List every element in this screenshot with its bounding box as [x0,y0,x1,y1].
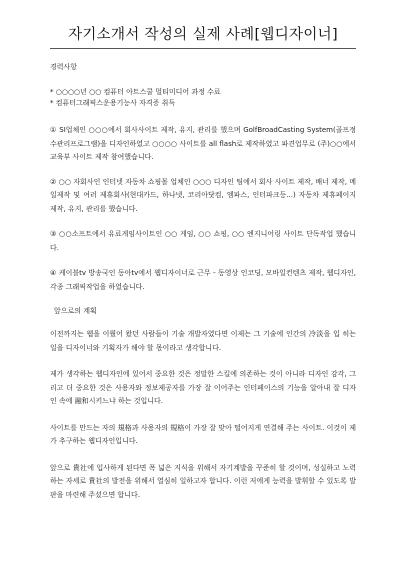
title-underline [50,48,356,49]
document-title: 자기소개서 작성의 실제 사례[웹디자이너] [68,27,338,43]
plans-paragraph: 제가 생각하는 웹디자인에 있어서 중요한 것은 정말한 스킬에 의존하는 것이 아니라 디자인 감각, 그리고 더 중요한 것은 사용자와 정보제공자를 가장 잘 이어주는 인터페이스의 기능을 알아내 잘 디자인 속에 融和시키느냐 하는 것입니다. [50,370,356,405]
education-list [50,87,356,108]
plans-section-label: 앞으로의 계획 [54,307,97,315]
experience-paragraph: ① SI업체인 ○○○에서 회사사이트 제작, 유지, 관리를 했으며 GolfBroadCasting System(골프정수관리프로그램)을 디자인하였고 ○○○○ 사이트를 all flash로 제작하였고 파견업무로 (주)○○에서 교육부 사이트 제작 참여했습니다. [50,126,356,161]
plans-paragraph: 앞으로 貴社에 입사하게 된다면 폭 넓은 지식을 위해서 자기계발을 꾸준히 할 것이며, 성실하고 노력하는 자세로 貴社의 발전을 위해서 열심히 일하고자 합니다. 이런 저에게 능력을 발휘할 수 있도록 발판을 마련해 주셨으면 합니다. [50,463,356,499]
plans-paragraph: 이전까지는 웹을 이뤘어 왔던 사람들이 기술 개발자였다면 이제는 그 기술에 인간의 冷淡을 입 히는 일을 디자이너와 기획자가 해야 할 몫이라고 생각합니다. [50,330,356,352]
experience-paragraph: ④ 케이블tv 방송국인 동아tv에서 웹디자이너로 근무 - 동영상 인코딩, 모바일컨텐츠 제작, 웹디자인, 각종 그래픽작업을 하였습니다. [50,269,356,291]
education-item: * ○○○○년 ○○ 컴퓨터 아트스쿨 멀티미디어 과정 수료 [50,88,221,96]
plans-paragraph: 사이트를 만드는 자의 規格과 사용자의 規格이 가장 잘 맞아 떨어지게 연결해 주는 사이트. 이것이 제가 추구하는 웹디자인입니다. [50,423,356,445]
experience-paragraph: ③ ○○소프트에서 유료게임사이트인 ○○ 게임, ○○ 쇼핑, ○○ 엔지니어링 사이트 단독작업 했습니다. [50,230,356,252]
experience-paragraph: ② ○○ 자회사인 인터넷 자동차 쇼핑몰 업체인 ○○○ 디자인 팀에서 회사 사이트 제작, 배너 제작, 메일제작 및 여러 제휴회사(현대카드, 하나넷, 코리아닷컴, 엠파스, 인터파크등...) 자동차 제휴페이지 제작, 유지, 관리를 했습니다. [50,177,356,213]
career-section-label: 경력사항 [50,63,78,71]
education-item: * 컴퓨터그래픽스운용기능사 자격증 취득 [50,98,176,107]
